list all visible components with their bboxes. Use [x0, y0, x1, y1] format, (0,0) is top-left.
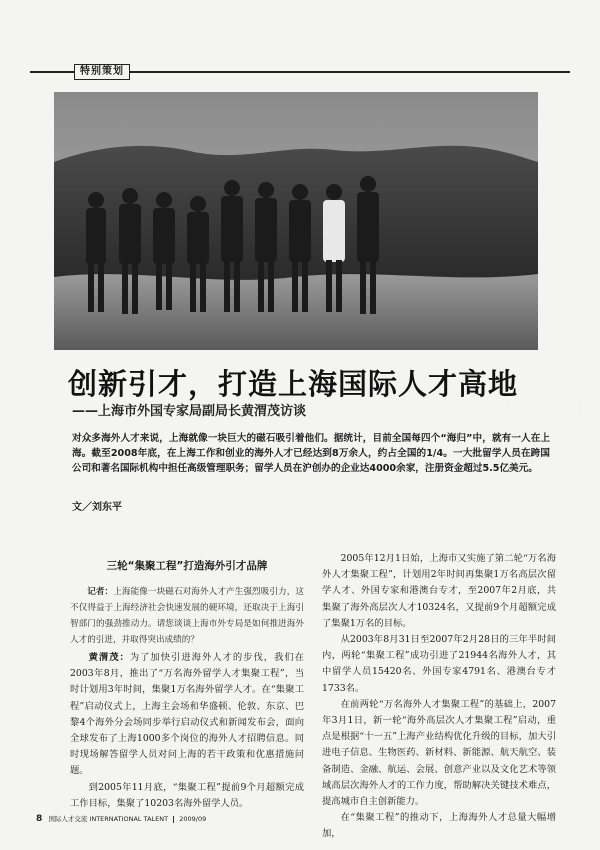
paragraph: 在“集聚工程”的推动下，上海海外人才总量大幅增加，: [322, 812, 556, 840]
article-lead: 对众多海外人才来说，上海就像一块巨大的磁石吸引着他们。据统计，目前全国每四个“海归”中，就有一人在上海。截至2008年底，在上海工作和创业的海外人才已经达到8万余人，约占全国的1/4。一大批留学人员在跨国公司和著名国际机构中担任高级管理职务；留学人员在沪创办的企业达4000余家，注册资金超过5.5亿美元。: [72, 433, 550, 474]
footer-divider: [173, 816, 174, 823]
paragraph: 在前两轮“万名海外人才集聚工程”的基础上，2007年3月1日，新一轮“海外高层次人才集聚工程”启动，重点是根据“十一五”上海产业结构优化升级的目标，加大引进电子信息、生物医药、新材料、新能源、航天航空、装备制造、金融、航运、会展、创意产业以及文化艺术等领域高层次海外人才的工作力度，帮助解决关键技术难点，提高城市自主创新能力。: [322, 698, 556, 808]
question-text: 上海能像一块磁石对海外人才产生强烈吸引力，这不仅得益于上海经济社会快速发展的硬环境，还取决于上海引智部门的强劲推动力。请您谈谈上海市外专局是如何推进海外人才的引进，并取得突出成绩的？: [70, 587, 304, 645]
interview-answer: [70, 650, 304, 780]
magazine-name: 国际人才交流: [48, 815, 88, 823]
magazine-name-en: INTERNATIONAL TALENT: [89, 815, 169, 823]
section-tag: 特别策划: [74, 64, 130, 80]
answer-speaker: 黄渭茂：: [88, 652, 130, 663]
paragraph: 从2003年8月31日至2007年2月28日的三年半时间内，两轮“集聚工程”成功引进了21944名海外人才，其中留学人员15420名、外国专家4791名、港澳台专才1733名。: [322, 634, 556, 694]
interview-question: [70, 584, 304, 648]
right-column: [322, 551, 556, 843]
photo-caption: 黄渭茂副局长（右四）带领上海引进的海外人才赴西藏: [505, 400, 583, 417]
issue-number: 2009/09: [179, 815, 207, 823]
section-tag-row: [30, 64, 570, 78]
page-footer: [36, 814, 206, 824]
article-subtitle: ——上海市外国专家局副局长黄渭茂访谈: [72, 404, 307, 419]
column-heading: 三轮“集聚工程”打造海外引才品牌: [106, 560, 268, 572]
question-speaker: 记者：: [87, 587, 114, 597]
page-number: 8: [36, 814, 43, 824]
left-column: [70, 558, 304, 812]
paragraph: 到2005年11月底，“集聚工程”提前9个月超额完成工作目标，集聚了10203名海外留学人员。: [70, 781, 304, 809]
answer-text: 为了加快引进海外人才的步伐，我们在2003年8月，推出了“万名海外留学人才集聚工程”，当时计划用3年时间，集聚1万名海外留学人才。在“集聚工程”启动仪式上，上海主会场和华盛顿、伦敦、东京、巴黎4个海外分会场同步举行启动仪式和新闻发布会，面向全球发布了上海1000多个岗位的海外人才招聘信息。同时现场解答留学人员对问上海的若干政策和优惠措施问题。: [70, 652, 304, 777]
paragraph: 2005年12月1日始，上海市又实施了第二轮“万名海外人才集聚工程”，计划用2年时间再集聚1万名高层次留学人才、外国专家和港澳台专才，至2007年2月底，共集聚了海外高层次人才10324名，又提前9个月超额完成了集聚1万名的目标。: [322, 553, 556, 629]
byline: 文／刘东平: [72, 502, 122, 513]
article-title: 创新引才，打造上海国际人才高地: [68, 367, 519, 401]
